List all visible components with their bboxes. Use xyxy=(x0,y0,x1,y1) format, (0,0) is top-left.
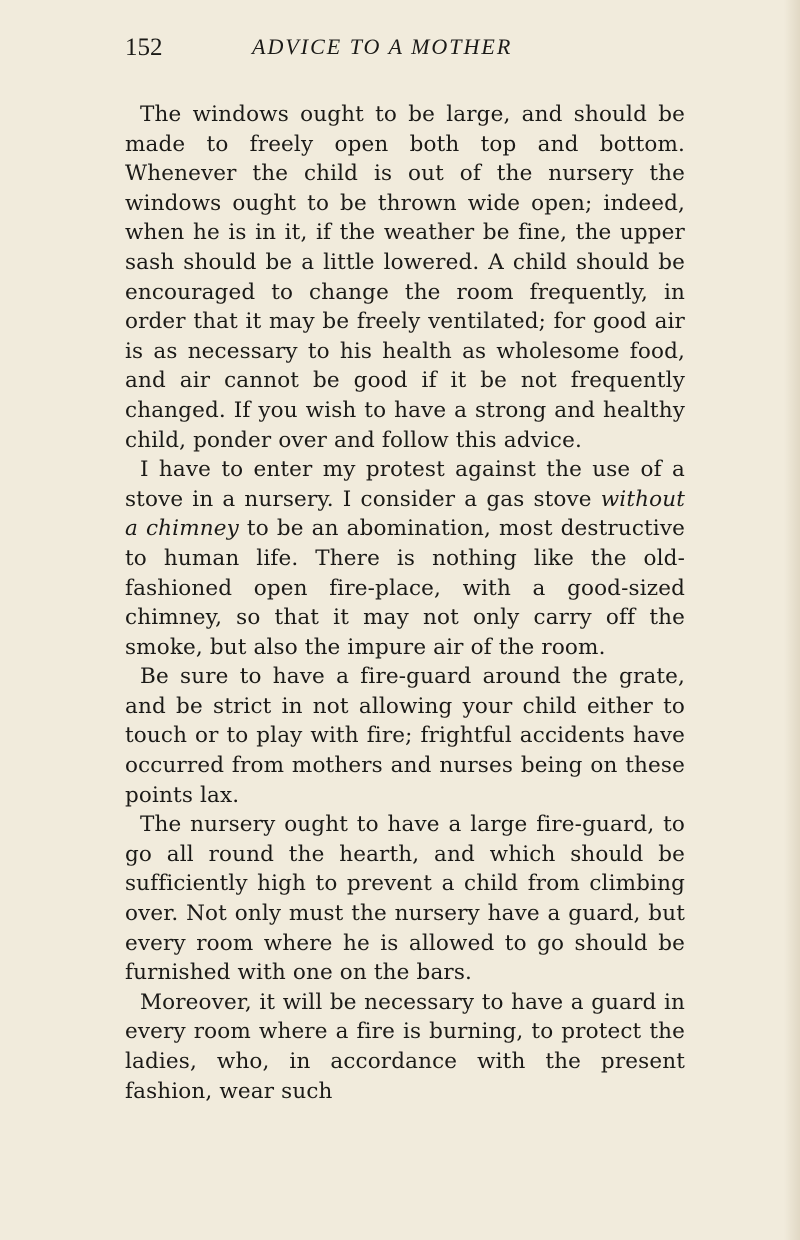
body-text xyxy=(125,100,685,1106)
emphasis-without-chimney: without a chimney xyxy=(125,486,685,542)
paragraph-windows: The windows ought to be large, and should be made to freely open both top and bottom. Whenever the child is out of the nursery the windows ought to be thrown wide open; indeed, when he is in it, if the weather be fine, the upper sash should be a little lowered. A child should be encouraged to change the room frequently, in order that it may be freely ventilated; for good air is as necessary to his health as wholesome food, and air cannot be good if it be not frequently changed. If you wish to have a strong and healthy child, ponder over and follow this advice. xyxy=(125,102,685,453)
paragraph-fire-guard: Be sure to have a fire-guard around the grate, and be strict in not allowing your child either to touch or to play with fire; frightful accidents have occurred from mothers and nurses being on these points lax. xyxy=(125,664,685,808)
paragraph-ladies-guard: Moreover, it will be necessary to have a guard in every room where a fire is burning, to protect the ladies, who, in accordance with the present fashion, wear such xyxy=(125,989,685,1104)
paragraph-nursery-guard: The nursery ought to have a large fire-guard, to go all round the hearth, and which should be sufficiently high to prevent a child from climbing over. Not only must the nursery have a guard, but every room where he is allowed to go should be furnished with one on the bars. xyxy=(125,812,685,986)
paragraph-stove: I have to enter my protest against the use of a stove in a nursery. I consider a gas stove without a chimney to be an abomination, most destructive to human life. There is nothing like the old-fashioned open fire-place, with a good-sized chimney, so that it may not only carry off the smoke, but also the impure air of the room. xyxy=(125,457,685,660)
page-header xyxy=(125,34,675,74)
page-number: 152 xyxy=(125,34,163,61)
running-head: ADVICE TO A MOTHER xyxy=(252,34,513,59)
